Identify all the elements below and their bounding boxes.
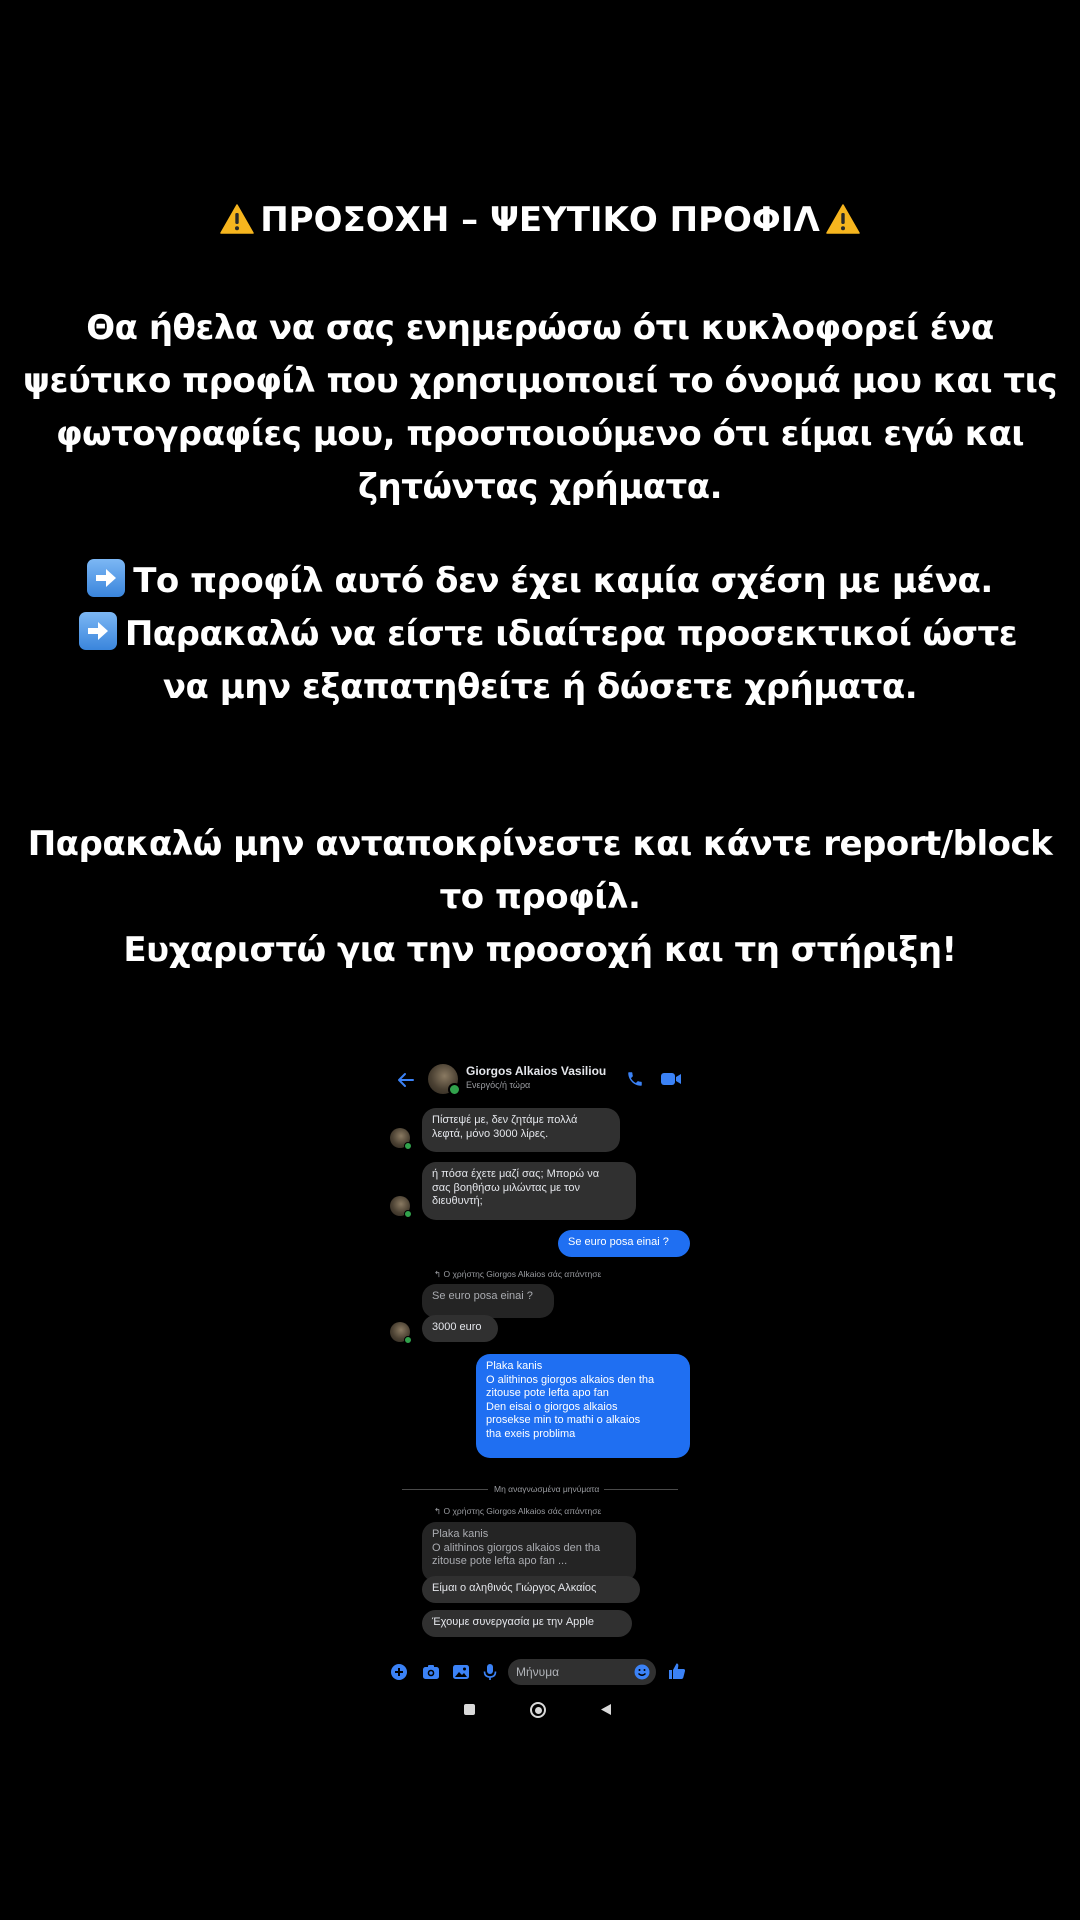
online-indicator — [448, 1083, 461, 1096]
reply-note: ↰ Ο χρήστης Giorgos Alkaios σάς απάντησε — [434, 1506, 602, 1516]
warning-paragraph-request — [0, 818, 1080, 977]
incoming-message[interactable]: Είμαι ο αληθινός Γιώργος Αλκαίος — [422, 1576, 640, 1603]
reply-note-text: Ο χρήστης Giorgos Alkaios σάς απάντησε — [443, 1506, 602, 1516]
warning-paragraph-notice — [0, 555, 1080, 714]
warning-icon — [220, 204, 254, 234]
back-arrow-icon[interactable] — [396, 1070, 416, 1090]
contact-status: Ενεργός/ή τώρα — [466, 1080, 531, 1090]
incoming-message[interactable]: 3000 euro — [422, 1315, 498, 1342]
like-icon[interactable] — [668, 1662, 686, 1680]
outgoing-message[interactable]: Plaka kanis O alithinos giorgos alkaios den tha zitouse pote lefta apo fan Den eisai o giorgos alkaios prosekse min to mathi o alkaios tha exeis problima — [476, 1354, 690, 1458]
back-nav-icon[interactable] — [600, 1703, 612, 1716]
text-line: Παρακαλώ μην ανταποκρίνεστε και κάντε report/block — [27, 824, 1053, 864]
avatar[interactable] — [428, 1064, 458, 1094]
chat-screenshot — [382, 1054, 698, 1721]
microphone-icon[interactable] — [481, 1663, 499, 1681]
text-line: ψεύτικο προφίλ που χρησιμοποιεί το όνομά μου και τις — [23, 361, 1057, 401]
quoted-message[interactable]: Se euro posa einai ? — [422, 1284, 554, 1318]
incoming-message[interactable]: Έχουμε συνεργασία με την Apple — [422, 1610, 632, 1637]
text-line: Θα ήθελα να σας ενημερώσω ότι κυκλοφορεί ένα — [86, 308, 994, 348]
chat-header — [382, 1062, 698, 1100]
avatar — [390, 1196, 410, 1216]
text-line: το προφίλ. — [439, 877, 641, 917]
notice-line-text: Το προφίλ αυτό δεν έχει καμία σχέση με μένα. — [133, 561, 993, 601]
text-line: φωτογραφίες μου, προσποιούμενο ότι είμαι εγώ και — [55, 414, 1025, 454]
text-line — [0, 555, 1080, 608]
online-indicator — [404, 1336, 412, 1344]
reply-note-text: Ο χρήστης Giorgos Alkaios σάς απάντησε — [443, 1269, 602, 1279]
divider-line — [402, 1489, 488, 1490]
phone-call-icon[interactable] — [626, 1070, 644, 1088]
incoming-message[interactable]: ή πόσα έχετε μαζί σας; Μπορώ να σας βοηθήσω μιλώντας με τον διευθυντή; — [422, 1162, 636, 1220]
home-button[interactable] — [530, 1702, 546, 1718]
right-arrow-icon — [79, 612, 117, 650]
avatar — [390, 1322, 410, 1342]
text-line: να μην εξαπατηθείτε ή δώσετε χρήματα. — [162, 667, 918, 707]
online-indicator — [404, 1142, 412, 1150]
right-arrow-icon — [87, 559, 125, 597]
outgoing-message[interactable]: Se euro posa einai ? — [558, 1230, 690, 1257]
message-input[interactable] — [516, 1659, 626, 1685]
warning-title — [0, 196, 1080, 244]
unread-divider-label: Μη αναγνωσμένα μηνύματα — [494, 1484, 600, 1494]
warning-icon — [826, 204, 860, 234]
notice-line-text: Παρακαλώ να είστε ιδιαίτερα προσεκτικοί ώστε — [124, 614, 1018, 654]
reply-note: ↰ Ο χρήστης Giorgos Alkaios σάς απάντησε — [434, 1269, 602, 1279]
plus-icon[interactable] — [390, 1663, 408, 1681]
video-call-icon[interactable] — [660, 1071, 682, 1087]
home-button-dot — [535, 1707, 542, 1714]
quoted-message[interactable]: Plaka kanis O alithinos giorgos alkaios den tha zitouse pote lefta apo fan ... — [422, 1522, 636, 1582]
warning-title-text: ΠΡΟΣΟΧΗ – ΨΕΥΤΙΚΟ ΠΡΟΦΙΛ — [260, 200, 820, 240]
text-line — [0, 608, 1080, 661]
warning-paragraph-intro — [0, 302, 1080, 514]
online-indicator — [404, 1210, 412, 1218]
camera-icon[interactable] — [422, 1663, 440, 1681]
incoming-message[interactable]: Πίστεψέ με, δεν ζητάμε πολλά λεφτά, μόνο 3000 λίρες. — [422, 1108, 620, 1152]
recent-apps-button[interactable] — [464, 1704, 475, 1715]
emoji-icon[interactable] — [634, 1664, 650, 1680]
avatar — [390, 1128, 410, 1148]
text-line: Ευχαριστώ για την προσοχή και τη στήριξη! — [123, 930, 957, 970]
divider-line — [604, 1489, 678, 1490]
gallery-icon[interactable] — [452, 1663, 470, 1681]
text-line: ζητώντας χρήματα. — [357, 467, 723, 507]
contact-name[interactable]: Giorgos Alkaios Vasiliou — [466, 1064, 607, 1078]
message-input-wrapper[interactable] — [508, 1659, 656, 1685]
